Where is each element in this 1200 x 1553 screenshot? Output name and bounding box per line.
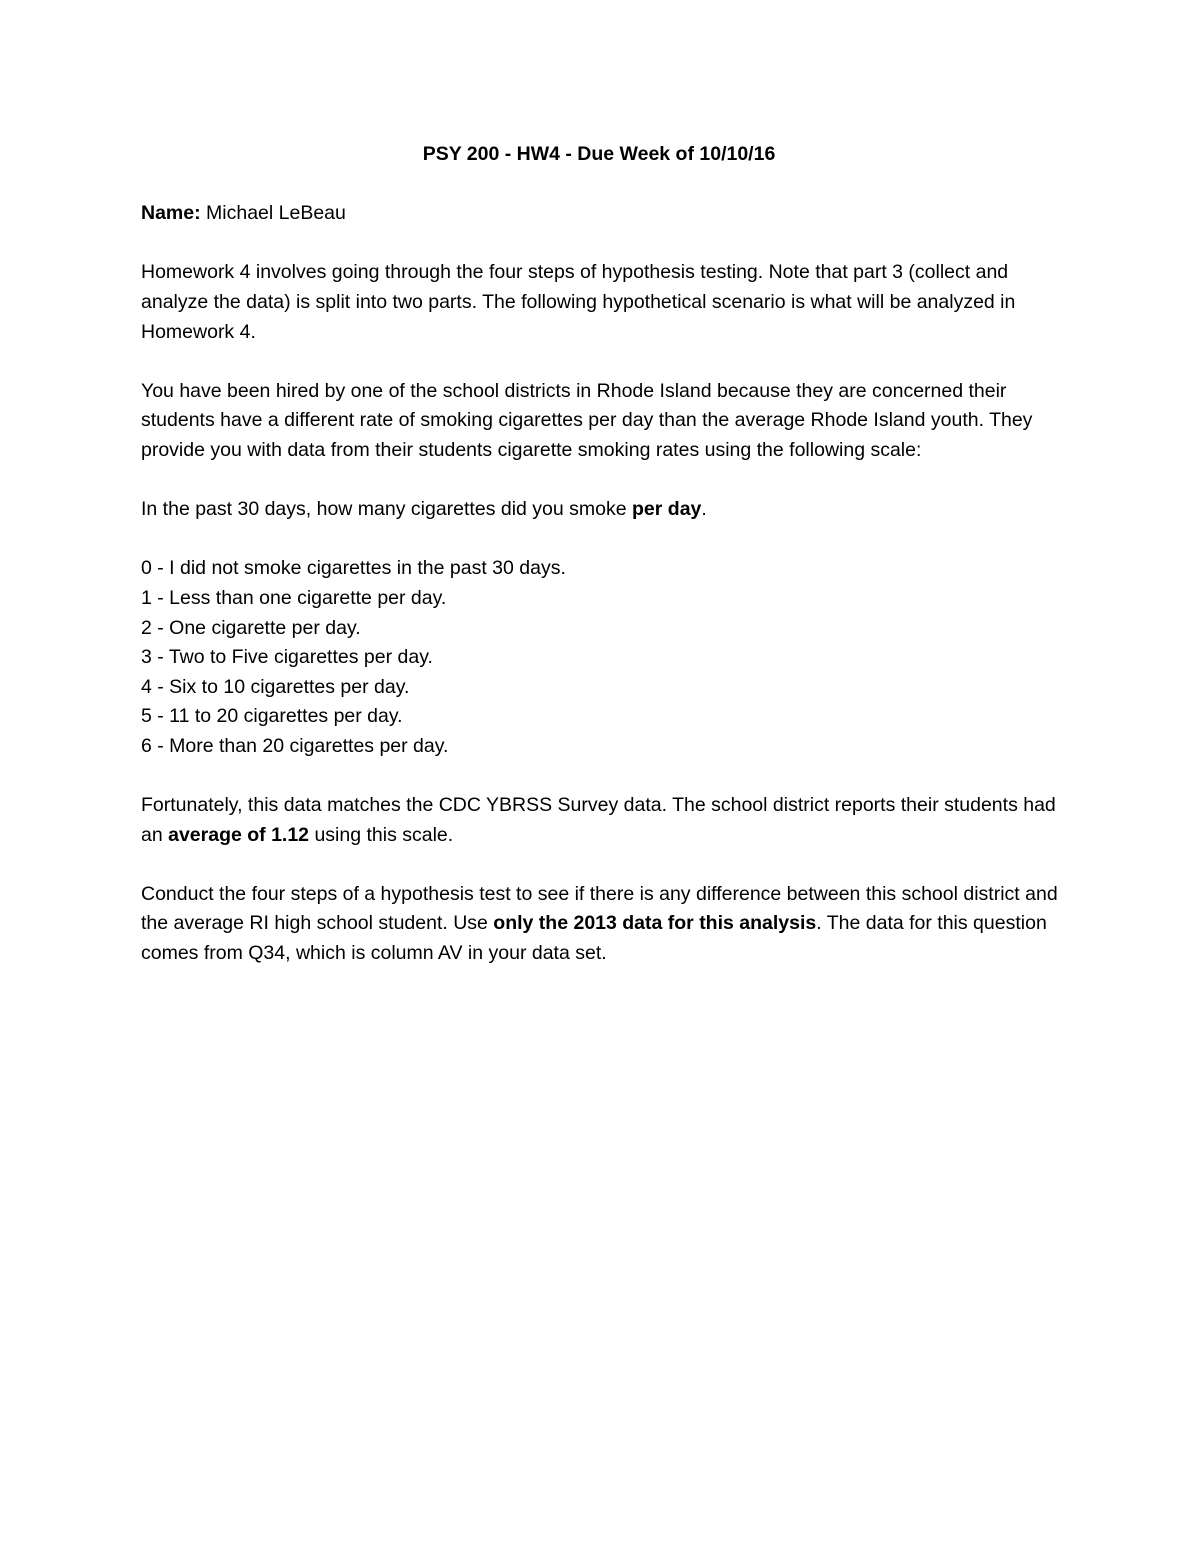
name-value: Michael LeBeau xyxy=(206,202,346,225)
question-end: . xyxy=(701,498,707,521)
scale-item: 1 - Less than one cigarette per day. xyxy=(141,586,447,609)
scale-item: 6 - More than 20 cigarettes per day. xyxy=(141,734,449,757)
document-title: PSY 200 - HW4 - Due Week of 10/10/16 xyxy=(422,143,776,165)
name-label: Name: xyxy=(141,202,201,225)
scale-item: 2 - One cigarette per day. xyxy=(141,616,361,639)
conduct-emphasis: only the 2013 data for this analysis xyxy=(493,912,817,935)
document-page xyxy=(141,140,1071,998)
conduct-text: Conduct the four steps of a hypothesis test to see if there is any difference between this school district and the average RI high school student. Use xyxy=(141,882,1058,935)
fortunately-paragraph xyxy=(141,791,1071,850)
scale-item: 3 - Two to Five cigarettes per day. xyxy=(141,646,433,669)
scale-list xyxy=(141,554,1071,761)
conduct-end: . The data for this question comes from Q34, which is column AV in your data set. xyxy=(141,912,1047,965)
intro-paragraph: Homework 4 involves going through the four steps of hypothesis testing. Note that part 3 (collect and analyze the data) is split into two parts. The following hypothetical scenario is what will be analyzed in Homework 4. xyxy=(141,261,1016,343)
name-line xyxy=(141,199,1071,229)
question-text: In the past 30 days, how many cigarettes did you smoke xyxy=(141,498,633,521)
scale-item: 5 - 11 to 20 cigarettes per day. xyxy=(141,705,403,728)
scenario-paragraph: You have been hired by one of the school districts in Rhode Island because they are concerned their students have a different rate of smoking cigarettes per day than the average Rhode Island youth. They provide you with data from their students cigarette smoking rates using the following scale: xyxy=(141,379,1033,461)
question-paragraph xyxy=(141,495,1071,525)
conduct-paragraph xyxy=(141,880,1071,969)
fortunately-end: using this scale. xyxy=(309,823,454,846)
fortunately-text: Fortunately, this data matches the CDC YBRSS Survey data. The school district reports their students had an xyxy=(141,794,1056,846)
scale-item: 4 - Six to 10 cigarettes per day. xyxy=(141,675,410,698)
fortunately-emphasis: average of 1.12 xyxy=(168,823,310,846)
question-emphasis: per day xyxy=(632,498,702,521)
scale-item: 0 - I did not smoke cigarettes in the past 30 days. xyxy=(141,557,566,580)
